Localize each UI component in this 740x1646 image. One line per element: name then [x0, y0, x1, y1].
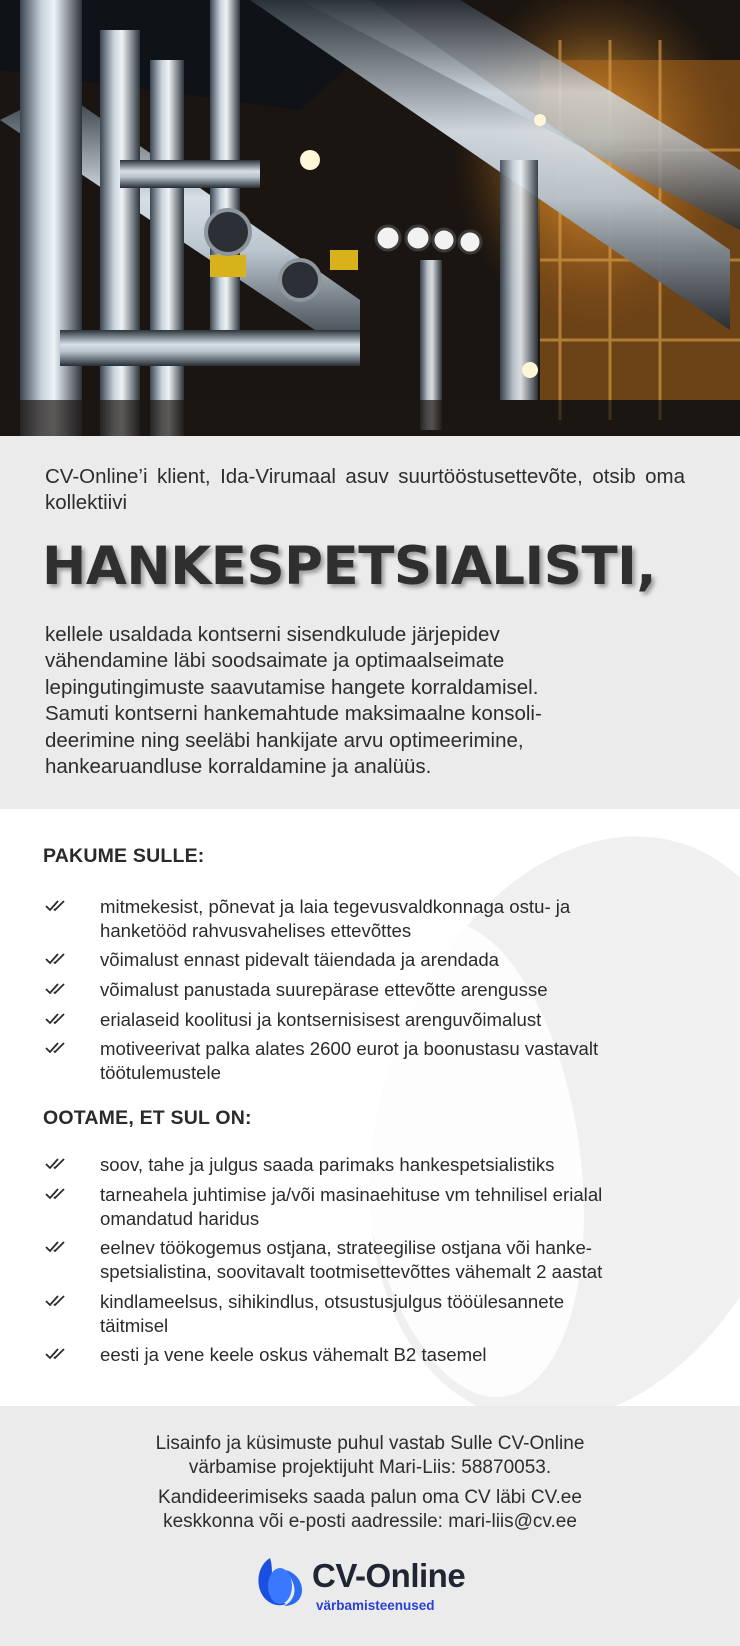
apply-info-line: Kandideerimiseks saada palun oma CV läbi CV.ee	[158, 1487, 582, 1508]
list-item-text: kindlameelsus, sihikindlus, otsustusjulgus tööülesannete	[100, 1291, 565, 1312]
list-item-text: eelnev töökogemus ostjana, strateegilise ostjana või hanke-	[100, 1237, 592, 1258]
double-check-icon	[45, 1157, 69, 1171]
double-check-icon	[45, 1347, 69, 1361]
double-check-icon	[45, 1187, 69, 1201]
list-item-text: spetsialistina, soovitavalt tootmisettevõttes vähemalt 2 aastat	[100, 1261, 603, 1282]
double-check-icon	[45, 952, 69, 966]
intro-description-line: deerimine ning seeläbi hankijate arvu optimeerimine,	[45, 728, 524, 752]
double-check-icon	[45, 1012, 69, 1026]
industrial-plant-illustration	[0, 0, 740, 436]
logo-wordmark: CV-Online	[312, 1557, 466, 1594]
requirements-section	[0, 809, 740, 1406]
intro-description	[45, 622, 685, 780]
double-check-icon	[45, 982, 69, 996]
double-check-icon	[45, 899, 69, 913]
expect-heading: OOTAME, ET SUL ON:	[43, 1107, 252, 1129]
contact-info-line: Lisainfo ja küsimuste puhul vastab Sulle CV-Online	[155, 1433, 585, 1454]
list-item-text: omandatud haridus	[100, 1208, 260, 1229]
list-item-text: mitmekesist, põnevat ja laia tegevusvaldkonnaga ostu- ja	[100, 896, 571, 917]
list-item-text: hanketööd rahvusvahelises ettevõttes	[100, 920, 412, 941]
offer-heading: PAKUME SULLE:	[43, 845, 205, 867]
cv-online-logo	[256, 1552, 496, 1622]
hero-image	[0, 0, 740, 436]
contact-footer	[0, 1406, 740, 1646]
job-title: HANKESPETSIALISTI,	[42, 536, 656, 597]
list-item-text: tarneahela juhtimise ja/või masinaehituse vm tehnilisel erialal	[100, 1184, 603, 1205]
double-check-icon	[45, 1294, 69, 1308]
list-item-text: erialaseid koolitusi ja kontsernisisest arenguvõimalust	[100, 1009, 542, 1030]
intro-description-line: vähendamine läbi soodsaimate ja optimaalseimate	[45, 649, 505, 673]
list-item-text: võimalust panustada suurepärase ettevõtte arengusse	[100, 979, 548, 1000]
double-check-icon	[45, 1240, 69, 1254]
logo-tagline: värbamisteenused	[316, 1598, 435, 1613]
list-item-text: soov, tahe ja julgus saada parimaks hankespetsialistiks	[100, 1154, 555, 1175]
intro-section	[0, 436, 740, 809]
intro-description-line: hankearuandluse korraldamine ja analüüs.	[45, 755, 432, 779]
list-item-text: võimalust ennast pidevalt täiendada ja arendada	[100, 949, 500, 970]
apply-info-line: keskkonna või e-posti aadressile: mari-liis@cv.ee	[163, 1511, 577, 1532]
intro-description-line: Samuti kontserni hankemahtude maksimaalne konsoli-	[45, 702, 542, 726]
list-item-text: töötulemustele	[100, 1062, 221, 1083]
intro-lead-text: CV-Online’i klient, Ida-Virumaal asuv suurtööstusettevõte, otsib oma kollektiivi	[45, 465, 685, 514]
cv-online-logo-icon	[256, 1556, 308, 1608]
intro-description-line: kellele usaldada kontserni sisendkulude järjepidev	[45, 623, 500, 646]
contact-info-line: värbamise projektijuht Mari-Liis: 58870053.	[188, 1457, 552, 1478]
double-check-icon	[45, 1041, 69, 1055]
list-item-text: eesti ja vene keele oskus vähemalt B2 tasemel	[100, 1344, 487, 1365]
list-item-text: motiveerivat palka alates 2600 eurot ja boonustasu vastavalt	[100, 1038, 599, 1059]
list-item-text: täitmisel	[100, 1315, 169, 1336]
intro-description-line: lepingutingimuste saavutamise hangete korraldamisel.	[45, 675, 539, 699]
